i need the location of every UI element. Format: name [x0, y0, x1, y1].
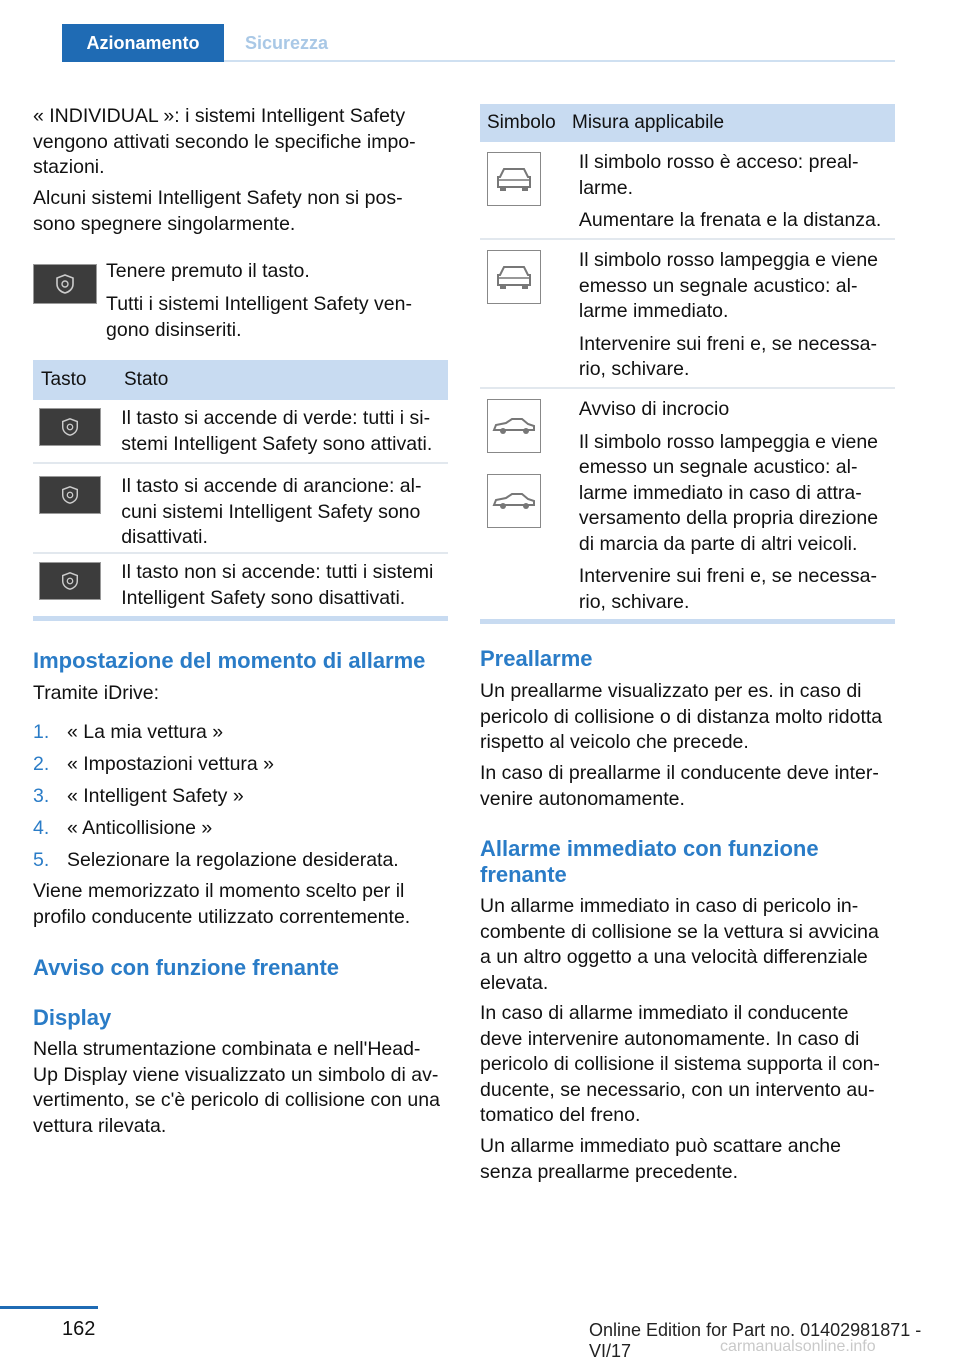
tasto-table-header [33, 360, 448, 400]
section-outro: Viene memorizzato il momento scelto per il profilo conducente utilizzato correntemente. [33, 880, 411, 928]
list-item [33, 780, 448, 812]
row-2-line-1: Il simbolo rosso lampeggia e viene emesso un segnale acustico: al-larme immediato. [578, 249, 879, 322]
tasto-table [33, 360, 448, 621]
step-text: « La mia vettura » [67, 721, 224, 743]
intro-paragraph-2: Alcuni sistemi Intelligent Safety non si pos-sono spegnere singolarmente. [33, 187, 403, 235]
table-row [480, 240, 895, 389]
simbolo-table [480, 104, 895, 624]
safety-button-image [39, 562, 101, 600]
step-number: 4. [33, 817, 50, 839]
hold-text-2 [106, 292, 436, 343]
display-paragraph: Nella strumentazione combinata e nell'Head-Up Display viene visualizzato un simbolo di av-vertimento, se c'è pericolo di collisione con una vettura rilevata. [33, 1038, 440, 1137]
car-shield-icon [60, 571, 80, 591]
edition-footer: Online Edition for Part no. 01402981871 - VI/17 [589, 1320, 922, 1361]
safety-button-image [33, 264, 97, 304]
section-title-display: Display [33, 1005, 112, 1030]
row-3-key [33, 554, 121, 616]
car-warning-icon [487, 250, 541, 304]
crossing-car-icon [487, 399, 541, 453]
step-number: 3. [33, 785, 50, 807]
page-number-rule [0, 1306, 98, 1309]
table-row [33, 400, 448, 464]
hold-text: Tenere premuto il tasto. [106, 260, 310, 282]
crossing-car-icon [487, 474, 541, 528]
col-simbolo: Simbolo [487, 112, 556, 133]
row-3-symbol [480, 389, 579, 619]
row-2-line-2: Intervenire sui freni e, se necessa-rio, schivare. [578, 332, 877, 380]
car-shield-icon [60, 417, 80, 437]
hold-text-2-content: Tutti i sistemi Intelligent Safety ven-gono disinseriti. [106, 293, 412, 341]
preallarme-paragraph-2: In caso di preallarme il conducente deve inter-venire autonomamente. [480, 762, 879, 810]
car-shield-icon [60, 485, 80, 505]
table-row [33, 554, 448, 616]
row-3-state: Il tasto non si accende: tutti i sistemi Intelligent Safety sono disattivati. [121, 561, 434, 609]
tab-azionamento[interactable]: Azionamento [62, 24, 224, 62]
row-1-line-1: Il simbolo rosso è acceso: preal-larme. [578, 151, 859, 199]
row-3-line-1: Avviso di incrocio [578, 398, 730, 420]
list-item [33, 748, 448, 780]
immediato-paragraph-1: Un allarme immediato in caso di pericolo in-combente di collisione se la vettura si avvicina a un altro oggetto a una velocità differenziale elevata. [480, 895, 879, 994]
preallarme-paragraph-1: Un preallarme visualizzato per es. in caso di pericolo di collisione o di distanza molto ridotta rispetto al veicolo che precede. [480, 680, 883, 753]
row-1-line-2: Aumentare la frenata e la distanza. [578, 209, 882, 231]
step-text: « Intelligent Safety » [67, 785, 244, 807]
immediato-paragraph-2: In caso di allarme immediato il conducente deve intervenire autonomamente. In caso di pericolo di collisione il sistema supporta il con-ducente, se necessario, con un intervento au-tomatico del freno. [480, 1002, 880, 1126]
table-end-bar [33, 616, 448, 621]
table-end-bar [480, 619, 895, 624]
row-3-measure [579, 389, 895, 619]
car-warning-icon [487, 152, 541, 206]
row-2-measure [579, 240, 895, 387]
step-number: 5. [33, 849, 50, 871]
safety-button-image [39, 408, 101, 446]
immediato-paragraph-3: Un allarme immediato può scattare anche senza preallarme precedente. [480, 1135, 841, 1183]
list-item [33, 812, 448, 844]
step-number: 2. [33, 753, 50, 775]
section-intro: Tramite iDrive: [33, 682, 160, 704]
row-1-symbol [480, 142, 579, 238]
intro-paragraph-1: « INDIVIDUAL »: i sistemi Intelligent Safety vengono attivati secondo le specifiche impo-stazioni. [33, 105, 416, 178]
watermark: carmanualsonline.info [720, 1338, 876, 1355]
step-text: Selezionare la regolazione desiderata. [67, 849, 399, 871]
row-1-state: Il tasto si accende di verde: tutti i si-stemi Intelligent Safety sono attivati. [121, 407, 433, 455]
page-number: 162 [62, 1318, 96, 1340]
row-3-line-3: Intervenire sui freni e, se necessa-rio, schivare. [578, 565, 877, 613]
section-title-avviso: Avviso con funzione frenante [33, 955, 340, 980]
header-rule [224, 60, 895, 62]
safety-button-image [39, 476, 101, 514]
row-2-state: Il tasto si accende di arancione: al-cuni sistemi Intelligent Safety sono disattivati. [121, 475, 422, 548]
row-3-line-2: Il simbolo rosso lampeggia e viene emesso un segnale acustico: al-larme immediato in caso di attra-versamento della propria direzione di marcia da parte di altri veicoli. [578, 430, 879, 555]
section-title-momento: Impostazione del momento di allarme [33, 648, 426, 673]
row-1-key [33, 400, 121, 462]
list-item [33, 716, 448, 748]
col-misura: Misura applicabile [572, 112, 725, 133]
car-shield-icon [54, 273, 76, 295]
col-stato: Stato [124, 369, 169, 390]
step-text: « Anticollisione » [67, 817, 213, 839]
section-title-preallarme: Preallarme [480, 646, 593, 671]
step-text: « Impostazioni vettura » [67, 753, 275, 775]
col-tasto: Tasto [41, 369, 87, 390]
step-number: 1. [33, 721, 50, 743]
list-item [33, 844, 448, 876]
row-1-measure [579, 142, 895, 238]
simbolo-table-header [480, 104, 895, 142]
tab-sicurezza[interactable]: Sicurezza [244, 32, 329, 53]
steps-list [33, 716, 448, 876]
table-row [33, 464, 448, 554]
table-row [480, 142, 895, 240]
table-row [480, 389, 895, 619]
row-2-symbol [480, 240, 579, 387]
section-title-immediato: Allarme immediato con funzione frenante [480, 836, 819, 887]
row-2-key [33, 464, 121, 552]
